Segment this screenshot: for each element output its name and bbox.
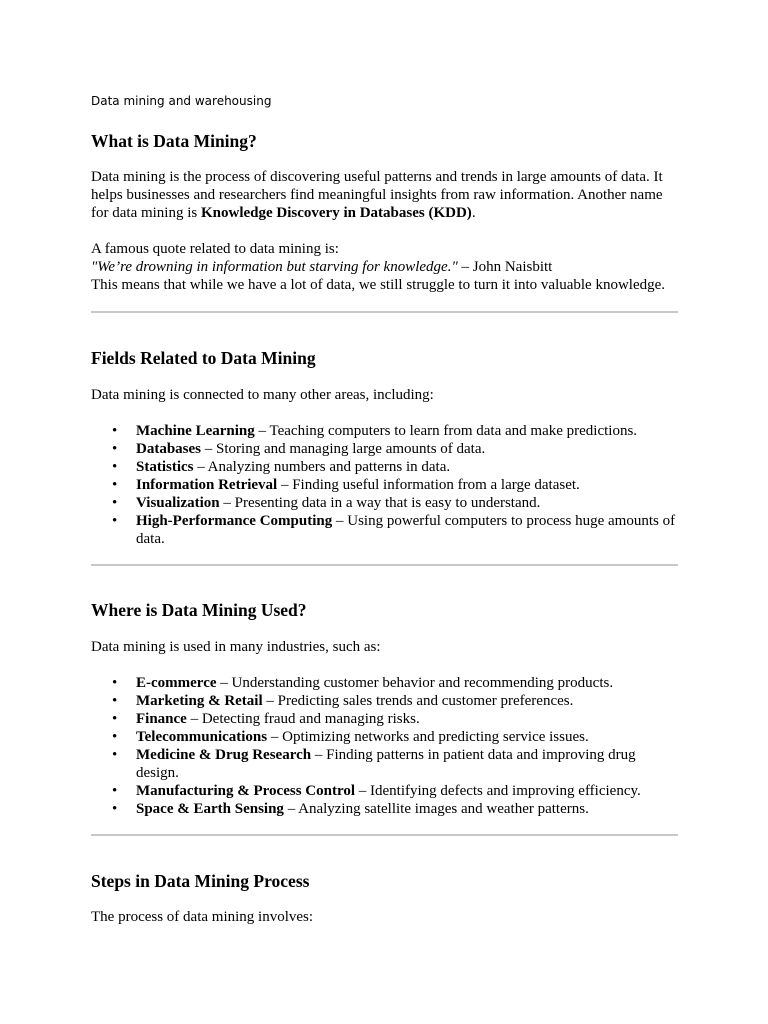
list-item-term: Medicine & Drug Research (136, 747, 312, 763)
bullet-icon: • (112, 693, 118, 709)
list-item-term: Statistics (136, 459, 194, 475)
list-item-term: E-commerce (136, 675, 217, 691)
bullet-icon: • (112, 459, 118, 475)
list-item (91, 674, 679, 692)
list-item-desc: – Analyzing satellite images and weather patterns. (283, 801, 589, 817)
intro-text: Data mining is the process of discovering useful patterns and trends in large amounts of data. It helps businesses and researchers find meaningful insights from raw information. Another name for data mining is (91, 169, 663, 221)
list-item-term: Visualization (136, 495, 220, 511)
list-item-term: Databases (136, 441, 202, 457)
list-item (91, 800, 679, 818)
list-item-term: Telecommunications (136, 729, 268, 745)
section-divider (91, 834, 678, 836)
list-item-term: High-Performance Computing (136, 513, 333, 529)
quote-author: – John Naisbitt (457, 259, 553, 275)
list-item-desc: – Predicting sales trends and customer preferences. (262, 693, 574, 709)
list-item-desc: – Using powerful computers to process huge amounts of data. (136, 513, 676, 547)
list-item-desc: – Detecting fraud and managing risks. (186, 711, 420, 727)
list-item (91, 440, 679, 458)
bullet-icon: • (112, 729, 118, 745)
bullet-icon: • (112, 675, 118, 691)
bullet-icon: • (112, 711, 118, 727)
list-item (91, 728, 679, 746)
bullet-icon: • (112, 783, 118, 799)
fields-list (91, 422, 679, 548)
list-item (91, 782, 679, 800)
quote-block (91, 240, 679, 294)
steps-intro: The process of data mining involves: (91, 909, 314, 925)
list-item (91, 458, 679, 476)
section-heading-steps: Steps in Data Mining Process (91, 871, 310, 891)
list-item-term: Manufacturing & Process Control (136, 783, 356, 799)
list-item-desc: – Identifying defects and improving efficiency. (355, 783, 641, 799)
bullet-icon: • (112, 441, 118, 457)
bullet-icon: • (112, 747, 118, 763)
bullet-icon: • (112, 477, 118, 493)
industries-list (91, 674, 679, 818)
quote-line (91, 258, 679, 276)
quote-lead: A famous quote related to data mining is: (91, 241, 339, 257)
section-heading-where-used: Where is Data Mining Used? (91, 600, 307, 620)
bullet-icon: • (112, 513, 118, 529)
kdd-term: Knowledge Discovery in Databases (KDD) (200, 205, 472, 221)
list-item-desc: – Teaching computers to learn from data and make predictions. (254, 423, 638, 439)
list-item (91, 512, 679, 548)
list-item-term: Machine Learning (136, 423, 255, 439)
intro-end: . (471, 205, 476, 221)
list-item-term: Information Retrieval (136, 477, 278, 493)
list-item (91, 476, 679, 494)
list-item-term: Finance (136, 711, 187, 727)
list-item-term: Marketing & Retail (136, 693, 263, 709)
bullet-icon: • (112, 495, 118, 511)
list-item-desc: – Optimizing networks and predicting service issues. (267, 729, 589, 745)
fields-intro: Data mining is connected to many other areas, including: (91, 387, 434, 403)
section-heading-what-is-data-mining: What is Data Mining? (91, 131, 257, 151)
document-header: Data mining and warehousing (91, 94, 272, 108)
section-heading-fields: Fields Related to Data Mining (91, 348, 316, 368)
list-item (91, 422, 679, 440)
list-item-desc: – Finding patterns in patient data and improving drug design. (136, 747, 636, 781)
list-item (91, 692, 679, 710)
section-divider (91, 311, 678, 313)
quote-text: "We’re drowning in information but starving for knowledge." (91, 259, 458, 275)
list-item-desc: – Finding useful information from a large dataset. (277, 477, 580, 493)
section-divider (91, 564, 678, 566)
list-item (91, 746, 679, 782)
list-item (91, 710, 679, 728)
list-item-term: Space & Earth Sensing (136, 801, 284, 817)
intro-paragraph (91, 168, 679, 222)
bullet-icon: • (112, 423, 118, 439)
list-item (91, 494, 679, 512)
list-item-desc: – Storing and managing large amounts of data. (201, 441, 486, 457)
list-item-desc: – Presenting data in a way that is easy to understand. (219, 495, 541, 511)
bullet-icon: • (112, 801, 118, 817)
list-item-desc: – Understanding customer behavior and recommending products. (216, 675, 614, 691)
industries-intro: Data mining is used in many industries, such as: (91, 639, 381, 655)
list-item-desc: – Analyzing numbers and patterns in data. (193, 459, 451, 475)
quote-meaning: This means that while we have a lot of data, we still struggle to turn it into valuable knowledge. (91, 277, 666, 293)
